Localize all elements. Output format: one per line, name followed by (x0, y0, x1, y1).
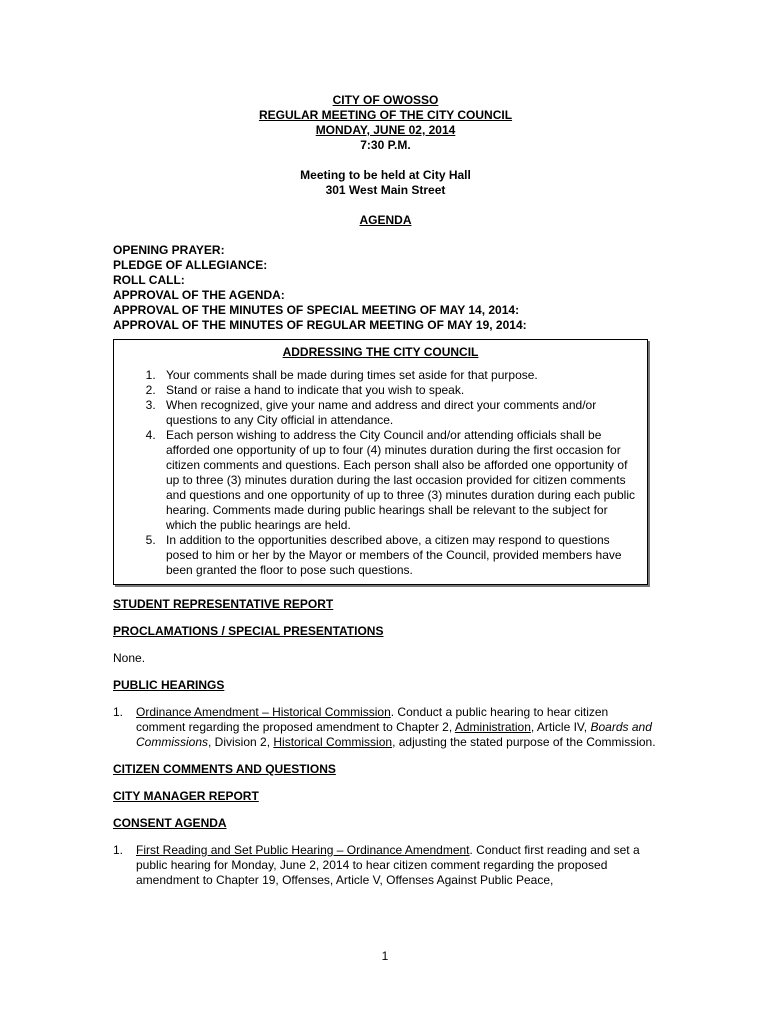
item-title: Ordinance Amendment – Historical Commission (136, 705, 391, 719)
rule-item: 5. In addition to the opportunities described above, a citizen may respond to questions posed to him or her by the Mayor or members of the Council, provided members have been granted the floor to pose such questions. (159, 533, 639, 578)
meeting-location: Meeting to be held at City Hall (300, 168, 471, 182)
city-manager-heading: CITY MANAGER REPORT (113, 789, 259, 803)
student-report-heading: STUDENT REPRESENTATIVE REPORT (113, 597, 334, 611)
rule-item: 3. When recognized, give your name and address and direct your comments and/or questions to any City official in attendance. (159, 398, 639, 428)
item-text-part: , Division 2, (208, 735, 274, 749)
agenda-heading: AGENDA (359, 213, 412, 227)
item-number: 1. (113, 705, 124, 719)
meeting-address: 301 West Main Street (325, 183, 446, 197)
article-name: Boards and Commissions (136, 720, 652, 749)
rule-item: 4. Each person wishing to address the City Council and/or attending officials shall be afforded one opportunity of up to four (4) minutes duration during the first occasion for citizen comments and questions. Each person shall also be afforded one opportunity of up to three (3) minutes duration during the last occasion provided for citizen comments and questions and one opportunity of up to three (3) minutes duration during each public hearing. Comments made during public hearings shall be relevant to the subject for which the public hearings are held. (159, 428, 639, 533)
public-hearings-heading: PUBLIC HEARINGS (113, 678, 225, 692)
approval-regular-minutes: APPROVAL OF THE MINUTES OF REGULAR MEETING OF MAY 19, 2014: (113, 318, 527, 332)
meeting-date: MONDAY, JUNE 02, 2014 (315, 123, 456, 137)
public-hearing-item (113, 705, 658, 750)
item-text-part: . Conduct first reading and set a public hearing for Monday, June 2, 2014 to hear citizen comment regarding the proposed amendment to Chapter 19, Offenses, Article V, Offenses Against Public Peace, (136, 843, 640, 887)
rule-item: 2. Stand or raise a hand to indicate that you wish to speak. (159, 383, 639, 398)
page-number: 1 (381, 949, 389, 963)
opening-items (113, 243, 658, 333)
item-number: 1. (113, 843, 124, 857)
document-header (113, 93, 658, 198)
item-text-part: . Conduct a public hearing to hear citizen comment regarding the proposed amendment to Chapter 2, (136, 705, 609, 734)
agenda-document (113, 93, 658, 888)
pledge-of-allegiance: PLEDGE OF ALLEGIANCE: (113, 258, 268, 272)
item-text-part: , Article IV, (530, 720, 591, 734)
item-text (136, 705, 658, 750)
meeting-title: REGULAR MEETING OF THE CITY COUNCIL (258, 108, 513, 122)
item-text-part: , adjusting the stated purpose of the Commission. (392, 735, 656, 749)
division-name: Historical Commission (273, 735, 393, 749)
proclamations-body: None. (113, 651, 146, 665)
proclamations-heading: PROCLAMATIONS / SPECIAL PRESENTATIONS (113, 624, 384, 638)
chapter-name: Administration (454, 720, 531, 734)
roll-call: ROLL CALL: (113, 273, 185, 287)
opening-prayer: OPENING PRAYER: (113, 243, 225, 257)
addressing-council-title: ADDRESSING THE CITY COUNCIL (282, 345, 479, 359)
addressing-council-box (113, 339, 648, 585)
addressing-rules-list (122, 368, 639, 578)
item-text (136, 843, 658, 888)
city-name: CITY OF OWOSSO (332, 93, 439, 107)
item-title: First Reading and Set Public Hearing – Ordinance Amendment (136, 843, 470, 857)
citizen-comments-heading: CITIZEN COMMENTS AND QUESTIONS (113, 762, 336, 776)
meeting-time: 7:30 P.M. (360, 138, 411, 152)
consent-item (113, 843, 658, 888)
approval-special-minutes: APPROVAL OF THE MINUTES OF SPECIAL MEETING OF MAY 14, 2014: (113, 303, 520, 317)
rule-item: 1. Your comments shall be made during times set aside for that purpose. (159, 368, 639, 383)
approval-agenda: APPROVAL OF THE AGENDA: (113, 288, 285, 302)
consent-agenda-heading: CONSENT AGENDA (113, 816, 227, 830)
